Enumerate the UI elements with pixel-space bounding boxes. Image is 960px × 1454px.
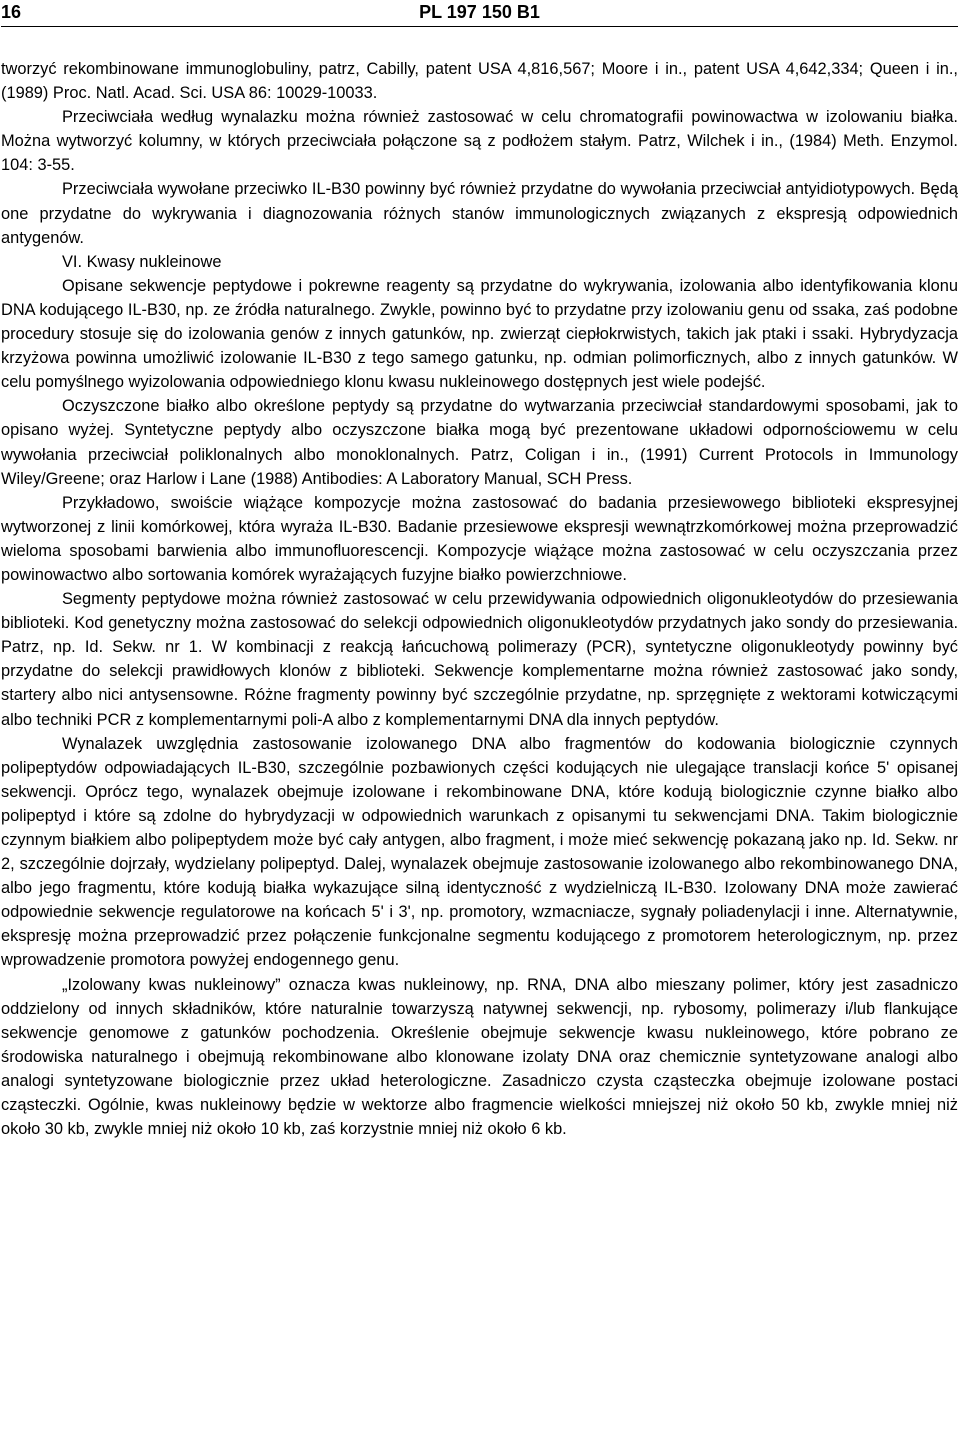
paragraph: Przeciwciała wywołane przeciwko IL-B30 powinny być również przydatne do wywołania przeciwciał antyidiotypowych. Będą one przydatne do wykrywania i diagnozowania różnych stanów immunologicznych związanych z ekspresją odpowiednich antygenów. bbox=[1, 180, 958, 247]
paragraph: Przykładowo, swoiście wiążące kompozycje można zastosować do badania przesiewowego biblioteki ekspresyjnej wytworzonej z linii komórkowej, która wyraża IL-B30. Badanie przesiewowe ekspresji wewnątrzkomórkowej można przeprowadzić wieloma sposobami barwienia albo immunofluorescencji. Kompozycje wiążące można zastosować w celu oczyszczania przez powinowactwo albo sortowania komórek wyrażających fuzyjne białko powierzchniowe. bbox=[1, 493, 958, 584]
paragraph: Segmenty peptydowe można również zastosować w celu przewidywania odpowiednich oligonukleotydów do przesiewania biblioteki. Kod genetyczny można zastosować do selekcji odpowiednich oligonukleotydów przydatnych jako sondy do przesiewania. Patrz, np. Id. Sekw. nr 1. W kombinacji z reakcją łańcuchową polimerazy (PCR), syntetyczne oligonukleotydy powinny być przydatne do selekcji prawidłowych klonów z biblioteki. Sekwencje komplementarne można również zastosować jako sondy, startery albo nici antysensowne. Różne fragmenty powinny być szczególnie przydatne, np. sprzęgnięte z wektorami kotwiczącymi albo techniki PCR z komplementarnymi poli-A albo z komplementarnymi DNA dla innych peptydów. bbox=[1, 590, 958, 729]
section-heading: VI. Kwasy nukleinowe bbox=[62, 252, 222, 271]
paragraph: Opisane sekwencje peptydowe i pokrewne reagenty są przydatne do wykrywania, izolowania albo identyfikowania klonu DNA kodującego IL-B30, np. ze źródła naturalnego. Zwykle, powinno być to przydatne przy izolowaniu genu od ssaka, zaś podobne procedury stosuje się do izolowania genów z innych gatunków, np. zwierząt ciepłokrwistych, takich jak ptaki i ssaki. Hybrydyzacja krzyżowa powinna umożliwić izolowanie IL-B30 z tego samego gatunku, np. odmian polimorficznych, albo z innych gatunków. W celu pomyślnego wyizolowania odpowiedniego klonu kwasu nukleinowego dostępnych jest wiele podejść. bbox=[1, 276, 958, 392]
paragraph: „Izolowany kwas nukleinowy” oznacza kwas nukleinowy, np. RNA, DNA albo mieszany polimer, który jest zasadniczo oddzielony od innych składników, które naturalnie towarzyszą natywnej sekwencji, np. rybosomy, polimerazy i/lub flankujące sekwencje genomowe z gatunków pochodzenia. Określenie obejmuje sekwencje kwasu nukleinowego, które pobrano ze środowiska naturalnego i obejmują rekombinowane albo klonowane izolaty DNA oraz chemicznie syntetyzowane analogi albo analogi syntetyzowane biologicznie przez układ heterologiczne. Zasadniczo czysta cząsteczka obejmuje izolowane postaci cząsteczki. Ogólnie, kwas nukleinowy będzie w wektorze albo fragmencie wielkości mniejszej niż około 50 kb, zwykle mniej niż około 30 kb, zwykle mniej niż około 10 kb, zaś korzystnie mniej niż około 6 kb. bbox=[1, 975, 958, 1139]
page-header bbox=[1, 0, 958, 26]
body-text bbox=[1, 57, 958, 1141]
paragraph: Oczyszczone białko albo określone peptydy są przydatne do wytwarzania przeciwciał standardowymi sposobami, jak to opisano wyżej. Syntetyczne peptydy albo oczyszczone białka mogą być prezentowane układowi odpornościowemu w celu wywołania przeciwciał poliklonalnych albo monoklonalnych. Patrz, Coligan i in., (1991) Current Protocols in Immunology Wiley/Greene; oraz Harlow i Lane (1988) Antibodies: A Laboratory Manual, SCH Press. bbox=[1, 397, 958, 488]
header-rule bbox=[1, 26, 958, 27]
paragraph: tworzyć rekombinowane immunoglobuliny, patrz, Cabilly, patent USA 4,816,567; Moore i in., patent USA 4,642,334; Queen i in., (1989) Proc. Natl. Acad. Sci. USA 86: 10029-10033. bbox=[1, 60, 958, 103]
paragraph: Przeciwciała według wynalazku można również zastosować w celu chromatografii powinowactwa w izolowaniu białka. Można wytworzyć kolumny, w których przeciwciała połączone są z podłożem stałym. Patrz, Wilchek i in., (1984) Meth. Enzymol. 104: 3-55. bbox=[1, 108, 958, 175]
document-id: PL 197 150 B1 bbox=[419, 2, 540, 22]
page-number: 16 bbox=[1, 2, 22, 22]
paragraph: Wynalazek uwzględnia zastosowanie izolowanego DNA albo fragmentów do kodowania biologicznie czynnych polipeptydów odpowiadających IL-B30, szczególnie pozbawionych części kodujących nie ulegające translacji końce 5' opisanej sekwencji. Oprócz tego, wynalazek obejmuje izolowane i rekombinowane DNA, które kodują biologicznie czynne białko albo polipeptyd i które są zdolne do hybrydyzacji w odpowiednich warunkach z opisanymi tu sekwencjami DNA. Takim biologicznie czynnym białkiem albo polipeptydem może być cały antygen, albo fragment, i może mieć sekwencję pokazaną jako np. Id. Sekw. nr 2, szczególnie dojrzały, wydzielany polipeptyd. Dalej, wynalazek obejmuje zastosowanie izolowanego albo rekombinowanego DNA, albo jego fragmentu, które kodują białka wykazujące silną identyczność z wydzielniczą IL-B30. Izolowany DNA może zawierać odpowiednie sekwencje regulatorowe na końcach 5' i 3', np. promotory, wzmacniacze, sygnały poliadenylacji i inne. Alternatywnie, ekspresję można przeprowadzić przez połączenie funkcjonalne segmentu kodującego z promotorem heterologicznym, np. przez wprowadzenie promotora powyżej endogennego genu. bbox=[1, 734, 958, 970]
